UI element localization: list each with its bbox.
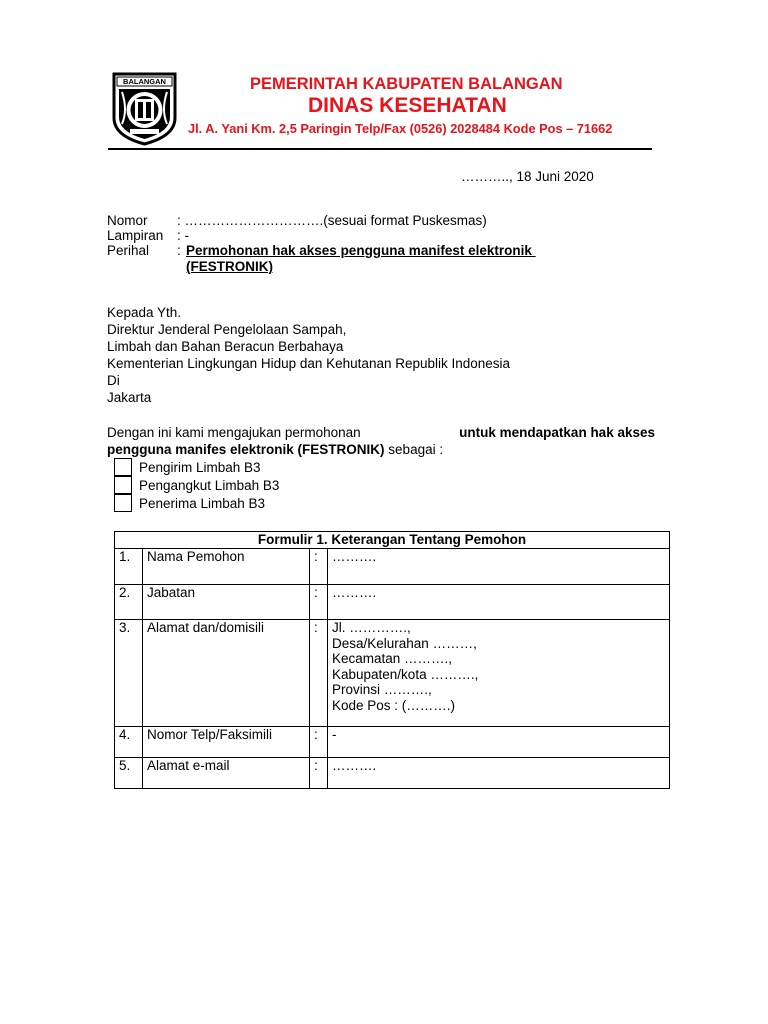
value-line: -: [332, 727, 337, 742]
option-label-pengangkut: Pengangkut Limbah B3: [139, 478, 280, 493]
row-value[interactable]: [328, 758, 670, 789]
addressee-line: Direktur Jenderal Pengelolaan Sampah,: [107, 322, 347, 337]
lampiran-value: : -: [177, 228, 189, 243]
table-row: [115, 758, 670, 789]
logo: [108, 72, 181, 146]
body-text-bold: untuk mendapatkan hak akses: [459, 425, 655, 440]
letterhead-address: Jl. A. Yani Km. 2,5 Paringin Telp/Fax (0526) 2028484 Kode Pos – 71662: [188, 121, 613, 136]
row-colon: :: [310, 620, 328, 727]
addressee-line: Jakarta: [107, 390, 152, 405]
value-line: Kecamatan ……….,: [332, 651, 453, 666]
row-label: Alamat e-mail: [143, 758, 310, 789]
letterhead-government: PEMERINTAH KABUPATEN BALANGAN: [250, 75, 563, 93]
row-value[interactable]: [328, 549, 670, 585]
row-value[interactable]: [328, 727, 670, 758]
option-label-penerima: Penerima Limbah B3: [139, 496, 266, 511]
lampiran-label: Lampiran: [107, 228, 164, 243]
logo-text: BALANGAN: [123, 77, 166, 86]
form-title: Formulir 1. Keterangan Tentang Pemohon: [115, 532, 670, 549]
table-row: [115, 549, 670, 585]
row-label: Jabatan: [143, 585, 310, 620]
addressee-line: Di: [107, 373, 120, 388]
value-line: Kode Pos : (……….): [332, 697, 456, 713]
perihal-subject-line2: (FESTRONIK): [186, 259, 273, 274]
row-number: 2.: [115, 585, 143, 620]
addressee-line: Limbah dan Bahan Beracun Berbahaya: [107, 339, 344, 354]
body-line2: [107, 441, 443, 458]
checkbox-pengangkut[interactable]: [114, 476, 132, 494]
value-line: ……….: [332, 549, 377, 564]
row-colon: :: [310, 549, 328, 585]
body-text: sebagai :: [384, 442, 444, 457]
row-colon: :: [310, 758, 328, 789]
row-label: Nomor Telp/Faksimili: [143, 727, 310, 758]
row-number: 4.: [115, 727, 143, 758]
letterhead-divider: [108, 148, 652, 150]
nomor-label: Nomor: [107, 213, 148, 228]
value-line: ……….: [332, 758, 377, 773]
applicant-form-table: [114, 531, 670, 789]
option-label-pengirim: Pengirim Limbah B3: [139, 460, 261, 475]
value-line: Kabupaten/kota ……….,: [332, 666, 479, 682]
row-colon: :: [310, 727, 328, 758]
row-label: Alamat dan/domisili: [143, 620, 310, 727]
addressee-line: Kepada Yth.: [107, 305, 182, 320]
body-text: Dengan ini kami mengajukan permohonan: [107, 425, 361, 440]
row-label: Nama Pemohon: [143, 549, 310, 585]
row-value[interactable]: [328, 620, 670, 727]
row-number: 1.: [115, 549, 143, 585]
row-value[interactable]: [328, 585, 670, 620]
body-line1: [107, 424, 655, 441]
addressee-line: Kementerian Lingkungan Hidup dan Kehutanan Republik Indonesia: [107, 356, 511, 371]
row-number: 3.: [115, 620, 143, 727]
perihal-label: Perihal: [107, 243, 150, 258]
table-row: [115, 727, 670, 758]
value-line: Jl. ………….,: [332, 620, 411, 635]
checkbox-pengirim[interactable]: [114, 458, 132, 476]
letterhead-agency: DINAS KESEHATAN: [308, 94, 507, 117]
row-colon: :: [310, 585, 328, 620]
body-text-bold: pengguna manifes elektronik (FESTRONIK): [107, 442, 385, 457]
row-number: 5.: [115, 758, 143, 789]
perihal-subject-line1: Permohonan hak akses pengguna manifest elektronik: [186, 243, 536, 258]
table-row: [115, 620, 670, 727]
perihal-colon: :: [177, 243, 181, 258]
nomor-value: : ………………………….(sesuai format Puskesmas): [177, 213, 487, 228]
value-line: Provinsi ……….,: [332, 682, 432, 697]
value-line: Desa/Kelurahan ………,: [332, 635, 477, 651]
checkbox-penerima[interactable]: [114, 494, 132, 512]
form-title-row: [115, 532, 670, 549]
letter-date: ……….., 18 Juni 2020: [461, 169, 594, 184]
table-row: [115, 585, 670, 620]
value-line: ……….: [332, 585, 377, 600]
